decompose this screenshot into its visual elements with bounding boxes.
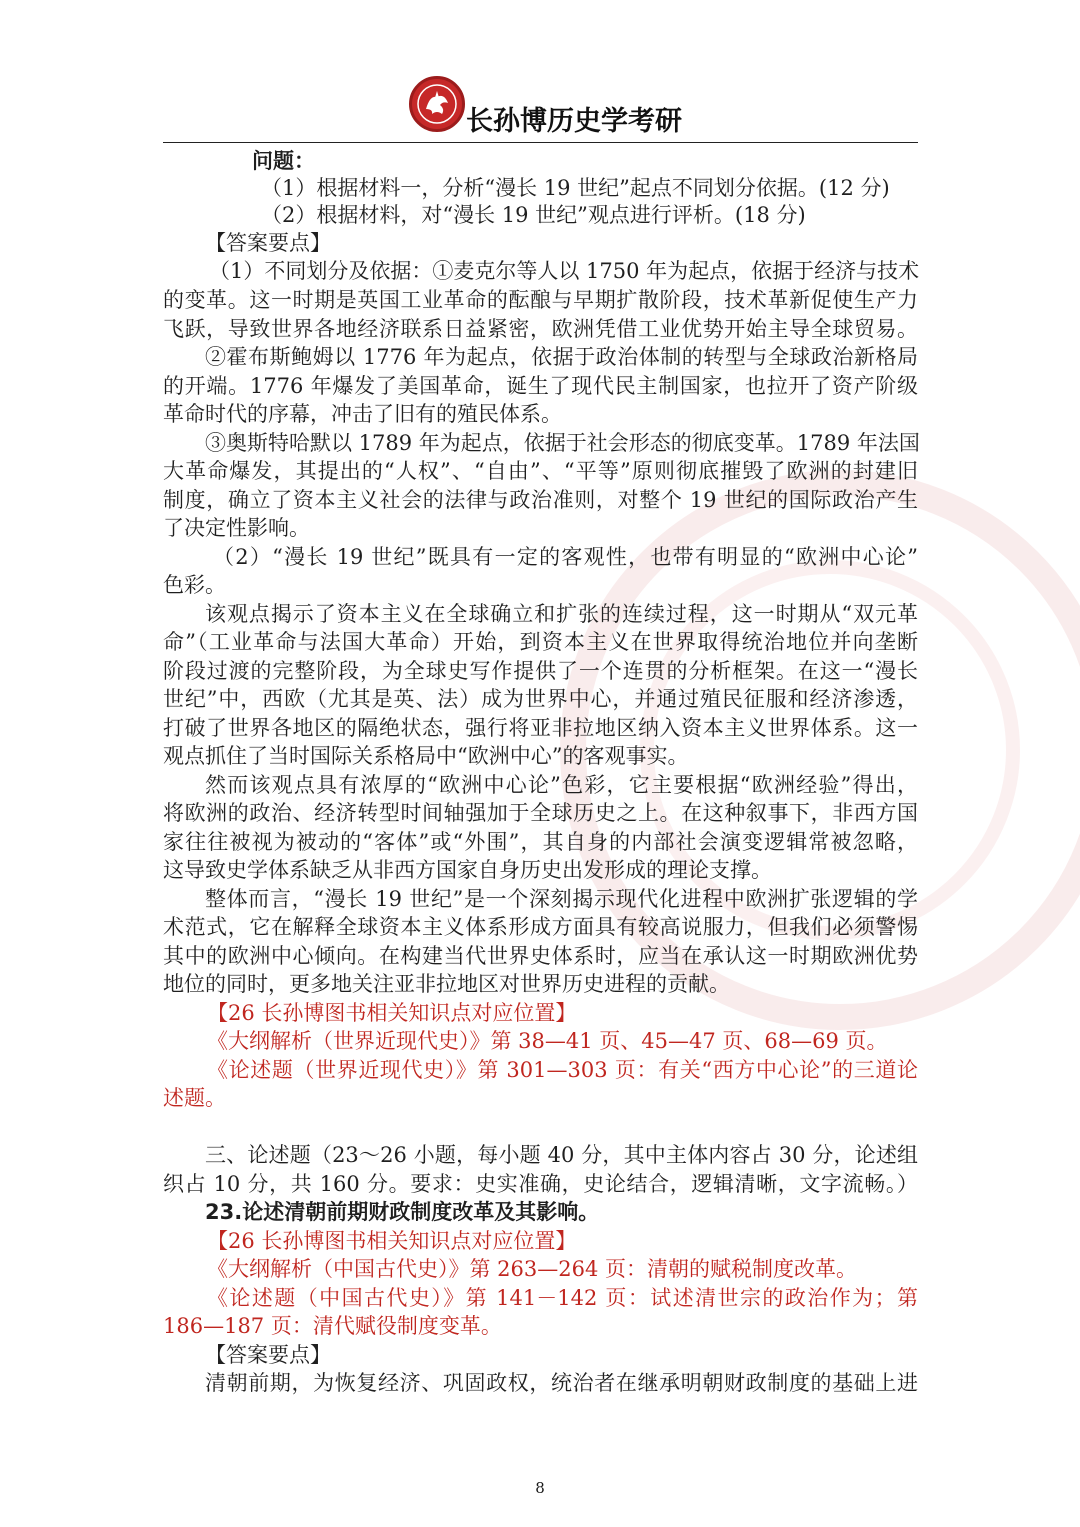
text-line: 23.论述清朝前期财政制度改革及其影响。 — [205, 1200, 600, 1224]
text-line: 了决定性影响。 — [163, 516, 310, 540]
text-line: 阶段过渡的完整阶段，为全球史写作提供了一个连贯的分析框架。在这一“漫长 — [163, 659, 918, 683]
reference-line: 《论述题（世界近现代史）》第 301—303 页：有关“西方中心论”的三道论 — [207, 1058, 918, 1082]
text-line: 三、论述题（23～26 小题，每小题 40 分，其中主体内容占 30 分，论述组 — [205, 1143, 918, 1167]
brand-title: 长孙博历史学考研 — [466, 106, 682, 137]
text-line: 清朝前期，为恢复经济、巩固政权，统治者在继承明朝财政制度的基础上进 — [205, 1371, 918, 1395]
text-line: 观点抓住了当时国际关系格局中“欧洲中心”的客观事实。 — [163, 744, 689, 768]
text-line: ③奥斯特哈默以 1789 年为起点，依据于社会形态的彻底变革。1789 年法国 — [205, 431, 920, 455]
text-line: 色彩。 — [163, 573, 226, 597]
text-line: 制度，确立了资本主义社会的法律与政治准则，对整个 19 世纪的国际政治产生 — [163, 488, 918, 512]
page-header — [0, 0, 1080, 150]
text-line: 这导致史学体系缺乏从非西方国家自身历史出发形成的理论支撑。 — [163, 858, 772, 882]
text-line: 大革命爆发，其提出的“人权”、“自由”、“平等”原则彻底摧毁了欧洲的封建旧 — [163, 459, 918, 483]
text-line: 术范式，它在解释全球资本主义体系形成方面具有较高说服力，但我们必须警惕 — [163, 915, 918, 939]
text-line: 【答案要点】 — [205, 231, 331, 255]
page-number: 8 — [535, 1479, 545, 1497]
text-line: 世纪”中，西欧（尤其是英、法）成为世界中心，并通过殖民征服和经济渗透， — [163, 687, 918, 711]
text-line: 该观点揭示了资本主义在全球确立和扩张的连续过程，这一时期从“双元革 — [205, 602, 918, 626]
text-line: 织占 10 分，共 160 分。要求：史实准确，史论结合，逻辑清晰，文字流畅。） — [163, 1172, 918, 1196]
seal-logo-icon — [409, 76, 465, 132]
text-line: 地位的同时，更多地关注亚非拉地区对世界历史进程的贡献。 — [163, 972, 730, 996]
text-line: 【答案要点】 — [205, 1343, 331, 1367]
text-line: ②霍布斯鲍姆以 1776 年为起点，依据于政治体制的转型与全球政治新格局 — [205, 345, 918, 369]
text-line: 命”（工业革命与法国大革命）开始，到资本主义在世界取得统治地位并向垄断 — [163, 630, 918, 654]
reference-line: 《大纲解析（中国古代史）》第 263—264 页：清朝的赋税制度改革。 — [207, 1257, 858, 1281]
text-line: （1）根据材料一，分析“漫长 19 世纪”起点不同划分依据。(12 分) — [261, 176, 890, 200]
text-line: 将欧洲的政治、经济转型时间轴强加于全球历史之上。在这种叙事下，非西方国 — [163, 801, 918, 825]
text-line: 其中的欧洲中心倾向。在构建当代世界史体系时，应当在承认这一时期欧洲优势 — [163, 944, 918, 968]
reference-line: 述题。 — [163, 1086, 226, 1110]
text-line: 打破了世界各地区的隔绝状态，强行将亚非拉地区纳入资本主义世界体系。这一 — [163, 716, 918, 740]
header-divider — [163, 142, 918, 143]
text-line: （1）不同划分及依据：①麦克尔等人以 1750 年为起点，依据于经济与技术 — [209, 259, 920, 283]
text-line: 飞跃，导致世界各地经济联系日益紧密，欧洲凭借工业优势开始主导全球贸易。 — [163, 317, 918, 341]
text-line: （2）根据材料，对“漫长 19 世纪”观点进行评析。(18 分) — [261, 203, 806, 227]
reference-line: 《论述题（中国古代史）》第 141－142 页：试述清世宗的政治作为；第 — [207, 1286, 918, 1310]
reference-line: 《大纲解析（世界近现代史）》第 38—41 页、45—47 页、68—69 页。 — [207, 1029, 888, 1053]
text-line: 整体而言，“漫长 19 世纪”是一个深刻揭示现代化进程中欧洲扩张逻辑的学 — [205, 887, 918, 911]
reference-line: 【26 长孙博图书相关知识点对应位置】 — [207, 1001, 577, 1025]
text-line: 的变革。这一时期是英国工业革命的酝酿与早期扩散阶段，技术革新促使生产力 — [163, 288, 918, 312]
reference-line: 186—187 页：清代赋役制度变革。 — [163, 1314, 502, 1338]
text-line: 问题： — [252, 149, 315, 173]
text-line: 家往往被视为被动的“客体”或“外围”，其自身的内部社会演变逻辑常被忽略， — [163, 830, 918, 854]
text-line: 的开端。1776 年爆发了美国革命，诞生了现代民主制国家，也拉开了资产阶级 — [163, 374, 918, 398]
text-line: （2）“漫长 19 世纪”既具有一定的客观性，也带有明显的“欧洲中心论” — [213, 545, 918, 569]
text-line: 然而该观点具有浓厚的“欧洲中心论”色彩，它主要根据“欧洲经验”得出， — [205, 773, 918, 797]
text-line: 革命时代的序幕，冲击了旧有的殖民体系。 — [163, 402, 562, 426]
reference-line: 【26 长孙博图书相关知识点对应位置】 — [207, 1229, 577, 1253]
